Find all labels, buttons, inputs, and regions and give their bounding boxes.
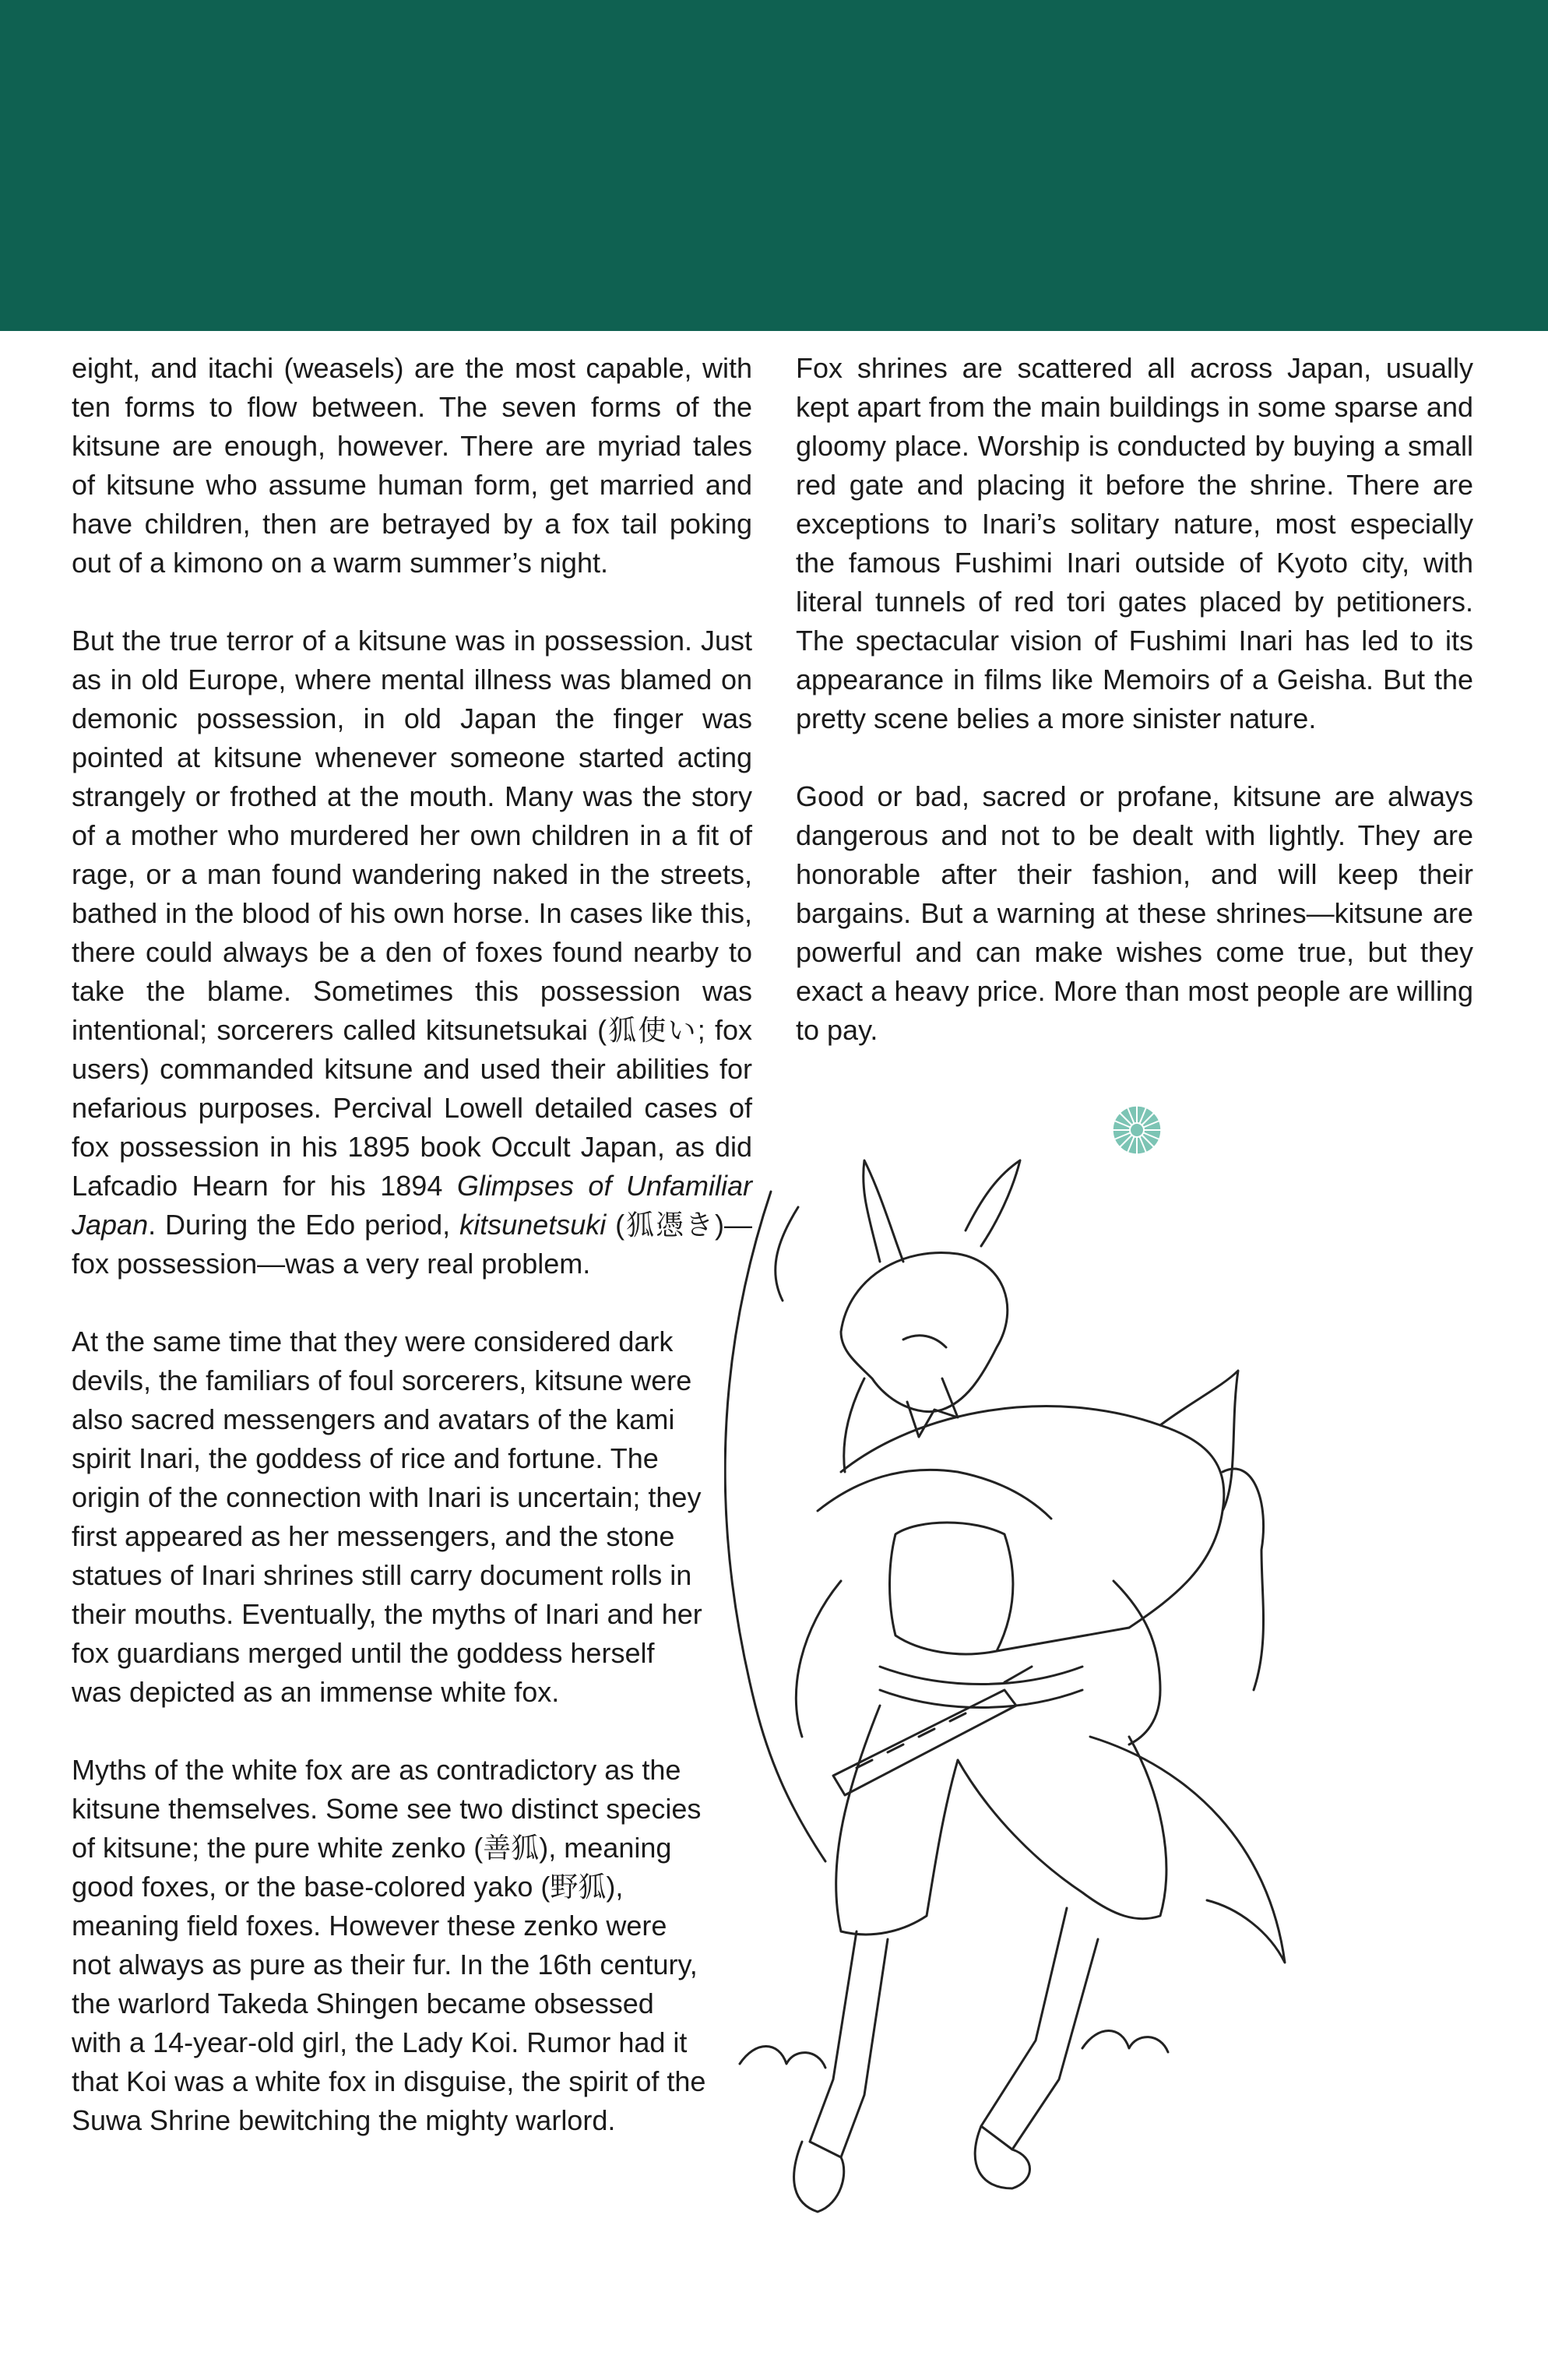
left-paragraph-1: eight, and itachi (weasels) are the most capable, with ten forms to flow between. The seven forms of the kitsune are enough, however. There are myriad tales of kitsune who assume human form, get married and have children, then are betrayed by a fox tail poking out of a kimono on a warm summer’s night.: [72, 352, 752, 579]
book-title-glimpses: Glimpses of Unfamiliar Japan: [72, 1170, 752, 1241]
left-paragraph-2: [72, 621, 752, 1283]
right-paragraph-2: Good or bad, sacred or profane, kitsune are always dangerous and not to be dealt with lightly. They are honorable after their fashion, and will keep their bargains. But a warning at these shrines—kitsune are powerful and can make wishes come true, but they exact a heavy price. More than most people are willing to pay.: [796, 780, 1473, 1046]
right-paragraph-1: Fox shrines are scattered all across Japan, usually kept apart from the main buildings in some sparse and gloomy place. Worship is conducted by buying a small red gate and placing it before the shrine. There are exceptions to Inari’s solitary nature, most especially the famous Fushimi Inari outside of Kyoto city, with literal tunnels of red tori gates placed by petitioners. The spectacular vision of Fushimi Inari has led to its appearance in films like Memoirs of a Geisha. But the pretty scene belies a more sinister nature.: [796, 352, 1473, 734]
left-paragraph-3: At the same time that they were considered dark devils, the familiars of foul sorcerers, kitsune were also sacred messengers and avatars of the kami spirit Inari, the goddess of rice and fortune. The origin of the connection with Inari is uncertain; they first appeared as her messengers, and the stone statues of Inari shrines still carry document rolls in their mouths. Eventually, the myths of Inari and her fox guardians merged until the goddess herself was depicted as an immense white fox.: [72, 1326, 702, 1708]
header-band: [0, 0, 1548, 331]
left-paragraph-2-part-b: . During the Edo period,: [148, 1209, 460, 1241]
left-paragraph-2-part-c: (狐憑き)—fox possession—was a very real problem.: [72, 1209, 752, 1280]
left-paragraph-2-part-a: But the true terror of a kitsune was in possession. Just as in old Europe, where mental illness was blamed on demonic possession, in old Japan the finger was pointed at kitsune whenever someone started acting strangely or frothed at the mouth. Many was the story of a mother who murdered her own children in a fit of rage, or a man found wandering naked in the streets, bathed in the blood of his own horse. In cases like this, there could always be a den of foxes found nearby to take the blame. Sometimes this possession was intentional; sorcerers called kitsunetsukai (狐使い; fox users) commanded kitsune and used their abilities for nefarious purposes. Percival Lowell detailed cases of fox possession in his 1895 book Occult Japan, as did Lafcadio Hearn for his 1894: [72, 625, 752, 1202]
left-column: [72, 349, 752, 2140]
term-kitsunetsuki: kitsunetsuki: [459, 1209, 607, 1241]
left-paragraph-4: Myths of the white fox are as contradictory as the kitsune themselves. Some see two distinct species of kitsune; the pure white zenko (善狐), meaning good foxes, or the base-colored yako (野狐), meaning field foxes. However these zenko were not always as pure as their fur. In the 16th century, the warlord Takeda Shingen became obsessed with a 14-year-old girl, the Lady Koi. Rumor had it that Koi was a white fox in disguise, the spirit of the Suwa Shrine bewitching the mighty warlord.: [72, 1754, 706, 2136]
kitsune-samurai-illustration: [724, 1145, 1503, 2360]
right-column: [796, 349, 1473, 1050]
